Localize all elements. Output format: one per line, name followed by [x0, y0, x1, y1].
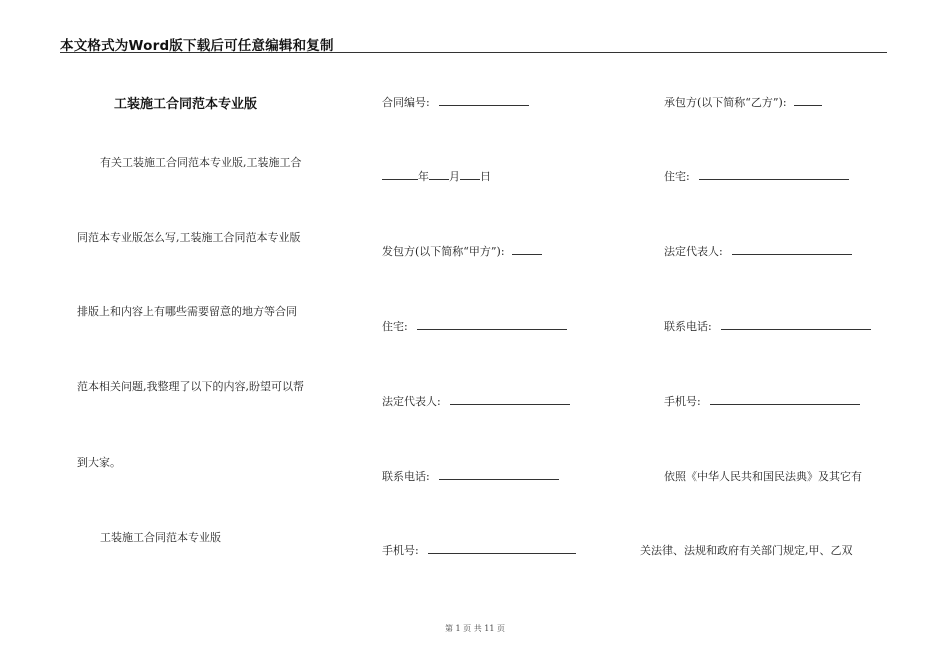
- contract-number-label: 合同编号:: [382, 96, 430, 109]
- year-blank: [382, 169, 418, 180]
- party-a-row: [382, 243, 542, 259]
- intro-line-1: 有关工装施工合同范本专业版,工装施工合: [100, 156, 302, 169]
- legal-basis-line-2: 关法律、法规和政府有关部门规定,甲、乙双: [640, 544, 853, 557]
- party-a-address-label: 住宅:: [382, 320, 408, 333]
- legal-basis-line-1: 依照《中华人民共和国民法典》及其它有: [664, 470, 862, 483]
- party-a-blank: [512, 244, 542, 255]
- party-a-phone-row: [382, 468, 559, 484]
- party-b-legal-rep-row: [664, 243, 852, 259]
- party-b-address-label: 住宅:: [664, 170, 690, 183]
- party-a-phone-blank: [439, 469, 559, 480]
- party-b-row: [664, 94, 822, 110]
- party-b-phone-row: [664, 318, 871, 334]
- page-total: 11: [484, 624, 495, 633]
- month-label: 月: [449, 170, 460, 183]
- party-b-address-blank: [699, 169, 849, 180]
- date-row: [382, 168, 491, 184]
- party-b-mobile-label: 手机号:: [664, 395, 701, 408]
- page-middle: 页 共: [463, 624, 482, 633]
- party-a-address-blank: [417, 319, 567, 330]
- party-b-mobile-blank: [710, 394, 860, 405]
- party-a-legal-rep-blank: [450, 394, 570, 405]
- party-b-label: 承包方(以下简称“乙方”):: [664, 96, 787, 109]
- party-a-legal-rep-row: [382, 393, 570, 409]
- section-subtitle: 工装施工合同范本专业版: [100, 531, 221, 544]
- party-a-mobile-label: 手机号:: [382, 544, 419, 557]
- party-a-label: 发包方(以下简称“甲方”):: [382, 245, 505, 258]
- header-divider: [60, 52, 887, 53]
- party-b-legal-rep-blank: [732, 244, 852, 255]
- day-blank: [460, 169, 480, 180]
- party-b-blank: [794, 95, 822, 106]
- page-prefix: 第: [444, 624, 453, 633]
- page-current: 1: [455, 624, 461, 633]
- party-a-mobile-row: [382, 542, 576, 558]
- page-footer: [0, 623, 950, 634]
- document-title: 工装施工合同范本专业版: [114, 97, 258, 112]
- document-header: 本文格式为Word版下载后可任意编辑和复制: [60, 38, 334, 54]
- month-blank: [429, 169, 449, 180]
- contract-number-row: [382, 94, 529, 110]
- intro-line-5: 到大家。: [77, 456, 121, 469]
- party-b-phone-blank: [721, 319, 871, 330]
- party-b-mobile-row: [664, 393, 860, 409]
- party-b-phone-label: 联系电话:: [664, 320, 712, 333]
- party-a-legal-rep-label: 法定代表人:: [382, 395, 441, 408]
- party-a-mobile-blank: [428, 543, 576, 554]
- day-label: 日: [480, 170, 491, 183]
- party-a-phone-label: 联系电话:: [382, 470, 430, 483]
- intro-line-2: 同范本专业版怎么写,工装施工合同范本专业版: [77, 231, 301, 244]
- page-suffix: 页: [497, 624, 505, 633]
- year-label: 年: [418, 170, 429, 183]
- intro-line-4: 范本相关问题,我整理了以下的内容,盼望可以帮: [77, 380, 304, 393]
- contract-number-blank: [439, 95, 529, 106]
- party-a-address-row: [382, 318, 567, 334]
- party-b-legal-rep-label: 法定代表人:: [664, 245, 723, 258]
- intro-line-3: 排版上和内容上有哪些需要留意的地方等合同: [77, 305, 297, 318]
- party-b-address-row: [664, 168, 849, 184]
